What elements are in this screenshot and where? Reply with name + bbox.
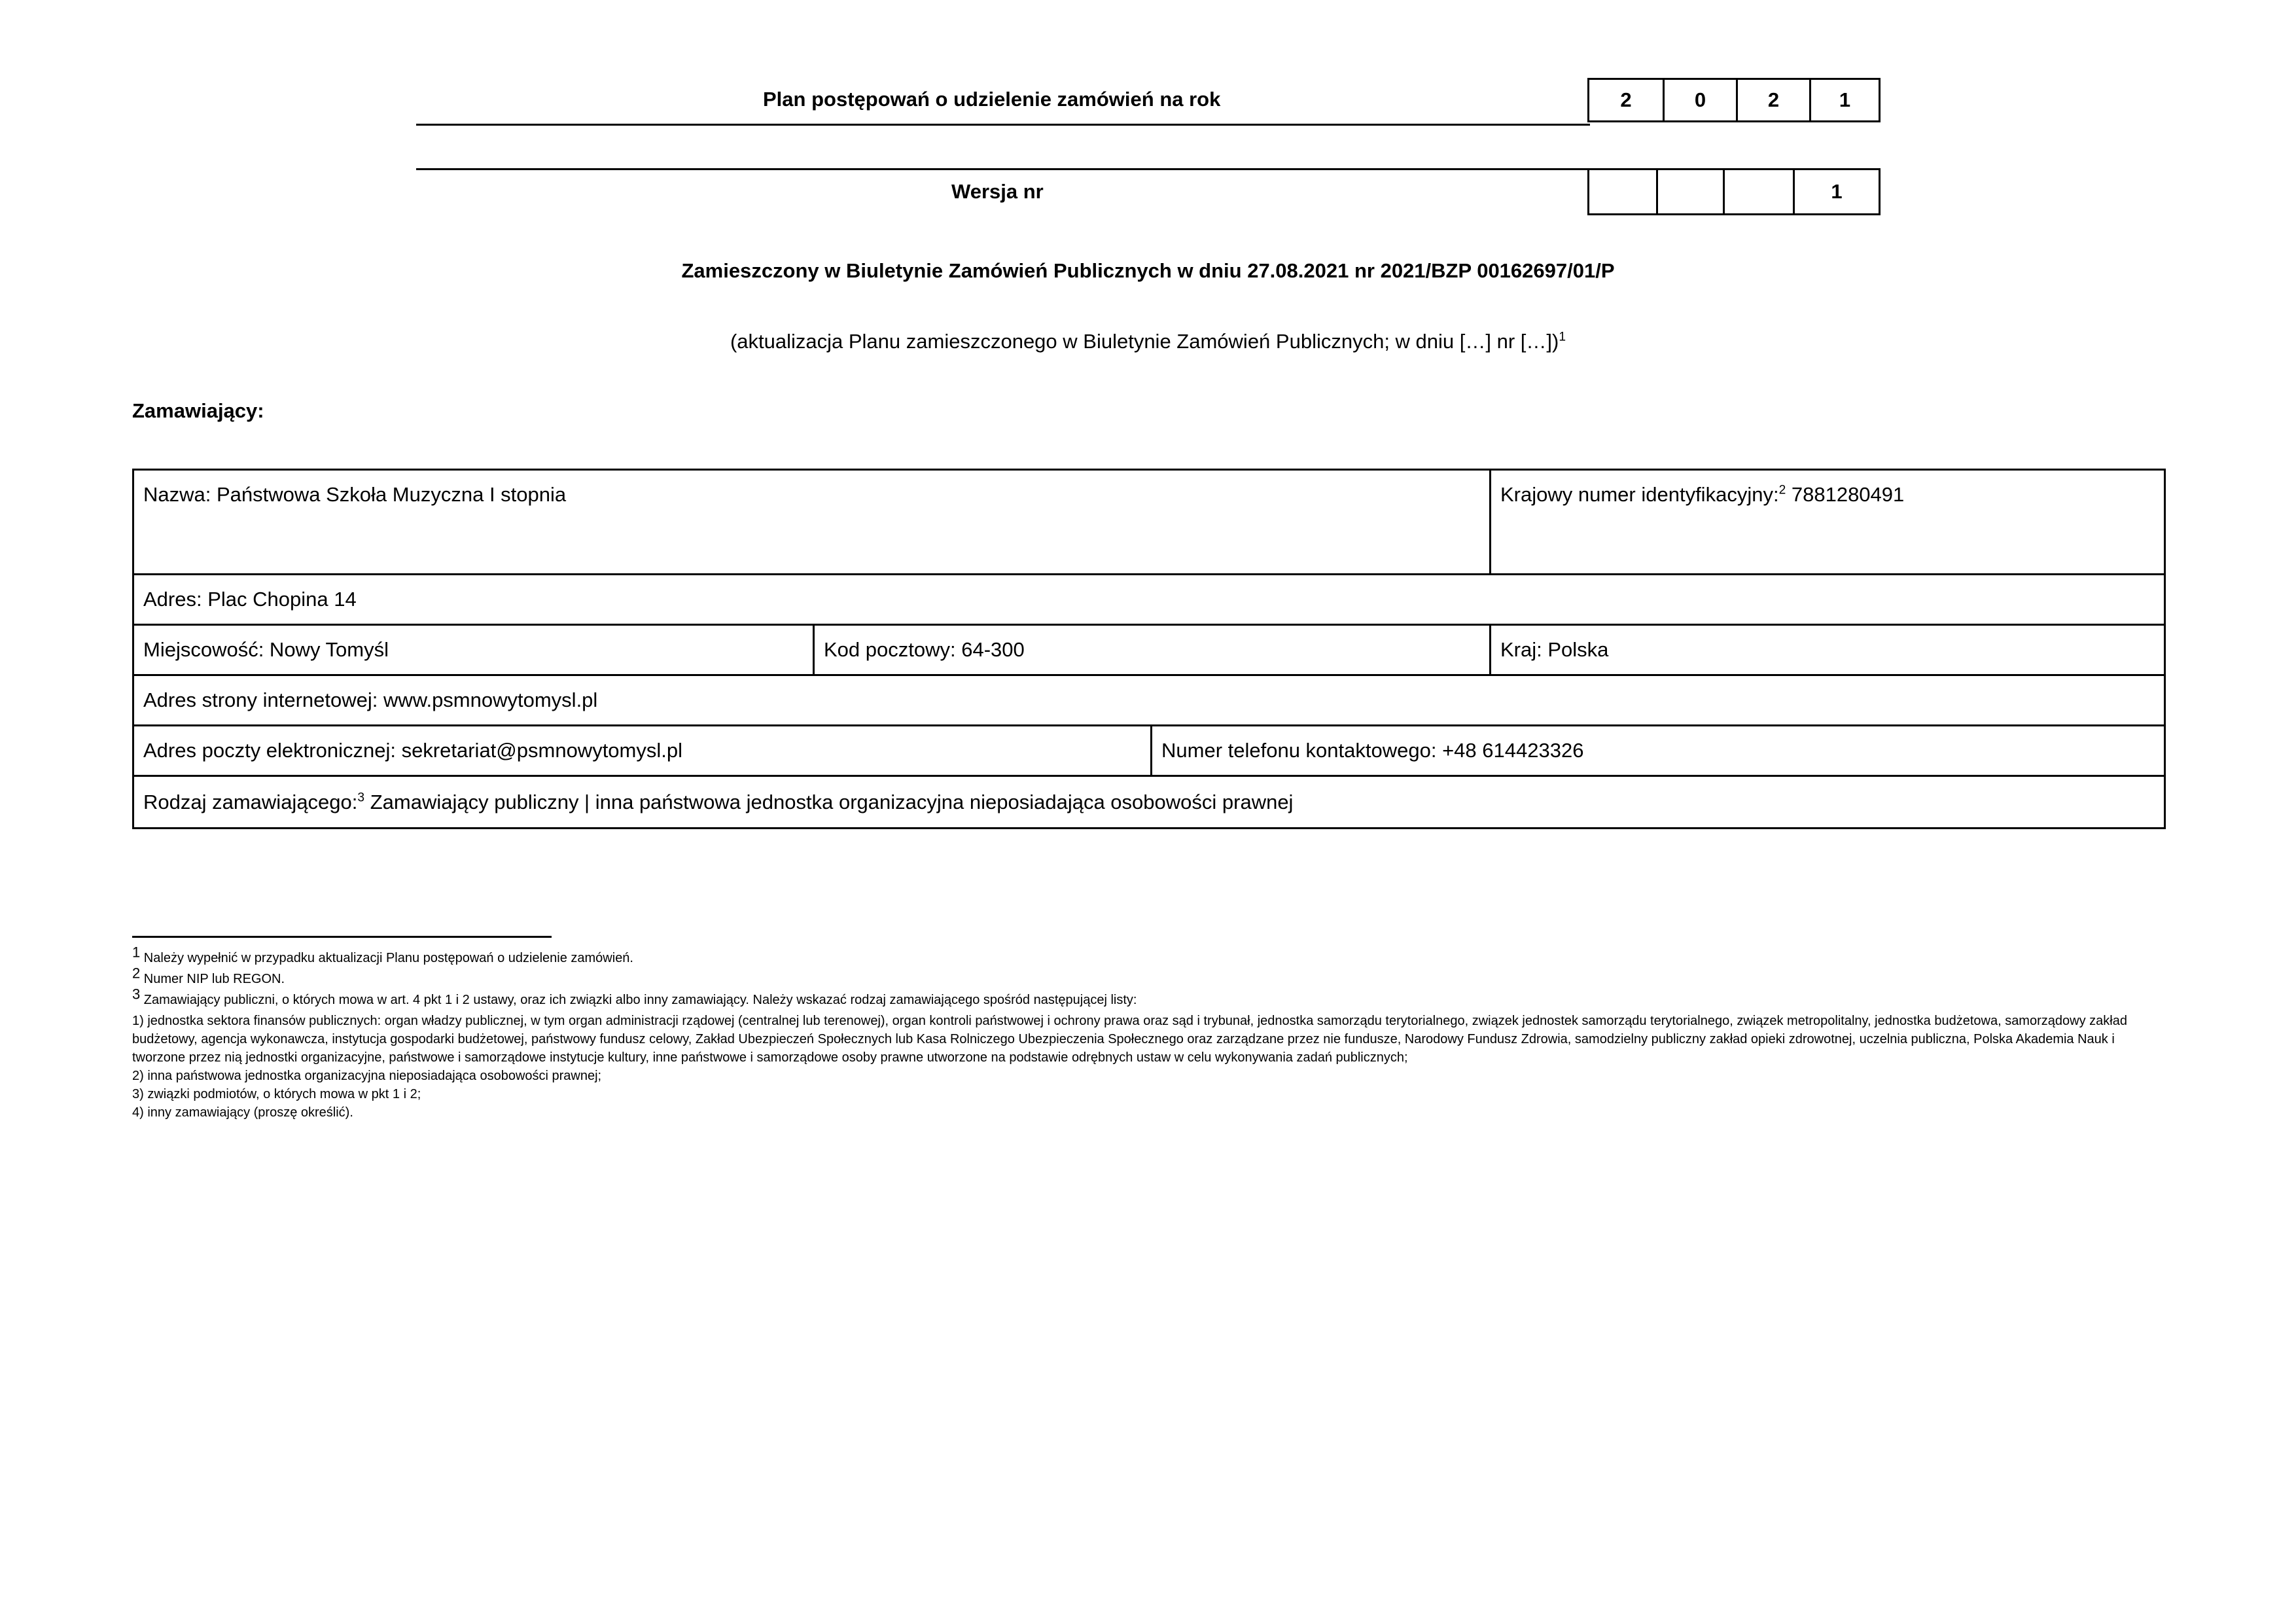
address-cell [134, 575, 2164, 624]
footnote-3-text: Zamawiający publiczni, o których mowa w art. 4 pkt 1 i 2 ustawy, oraz ich związki albo inny zamawiający. Należy wskazać rodzaj zamawiającego spośród następującej listy: [140, 993, 1137, 1007]
footnote-number: 1 [132, 944, 141, 961]
website-cell [134, 676, 2164, 724]
footnotes [132, 944, 2166, 1122]
id-label: Krajowy numer identyfikacyjny: [1500, 483, 1779, 506]
year-digit: 2 [1620, 88, 1632, 111]
plan-title-underline [416, 124, 1590, 126]
footnote-list-item: 3) związki podmiotów, o których mowa w pkt 1 i 2; [132, 1087, 421, 1101]
plan-title: Plan postępowań o udzielenie zamówień na rok [763, 88, 1221, 111]
year-digit: 0 [1663, 80, 1736, 120]
footnote-list-item: 2) inna państwowa jednostka organizacyjna nieposiadająca osobowości prawnej; [132, 1069, 602, 1083]
update-line [0, 331, 2296, 351]
postal-code-cell [813, 626, 1489, 674]
version-digit [1589, 170, 1656, 213]
type-text [143, 790, 1293, 814]
name-cell [134, 471, 1489, 573]
footnote-number: 2 [132, 965, 141, 982]
version-label: Wersja nr [951, 180, 1044, 203]
footnote-ref: 1 [1559, 330, 1566, 344]
country-cell [1489, 626, 2164, 674]
footnote-3 [132, 986, 2166, 1009]
website-text: Adres strony internetowej: www.psmnowytomysl.pl [143, 688, 598, 712]
footnote-separator [132, 936, 552, 938]
type-value: Zamawiający publiczny | inna państwowa jednostka organizacyjna nieposiadająca osobowości prawnej [364, 790, 1294, 813]
country-text: Kraj: Polska [1500, 638, 1609, 662]
version-box [1587, 168, 1881, 215]
city-text: Miejscowość: Nowy Tomyśl [143, 638, 389, 662]
footnote-1-text: Należy wypełnić w przypadku aktualizacji Planu postępowań o udzielenie zamówień. [140, 951, 633, 965]
name-text: Nazwa: Państwowa Szkoła Muzyczna I stopnia [143, 483, 567, 506]
id-text [1500, 482, 1904, 507]
version-digit: 1 [1793, 170, 1879, 213]
footnote-ref: 2 [1778, 483, 1786, 497]
phone-text: Numer telefonu kontaktowego: +48 614423326 [1161, 739, 1584, 762]
year-box [1587, 78, 1881, 122]
email-text: Adres poczty elektronicznej: sekretariat@psmnowytomysl.pl [143, 739, 682, 762]
contracting-authority-table [132, 469, 2166, 829]
postal-code-text: Kod pocztowy: 64-300 [824, 638, 1025, 662]
footnote-list-item: 4) inny zamawiający (proszę określić). [132, 1105, 353, 1120]
footnote-number: 3 [132, 986, 141, 1003]
table-row [134, 724, 2164, 775]
footnote-2-text: Numer NIP lub REGON. [140, 972, 285, 986]
type-cell [134, 777, 2164, 827]
table-row [134, 573, 2164, 624]
version-digit [1723, 170, 1793, 213]
table-row [134, 624, 2164, 674]
city-cell [134, 626, 813, 674]
footnote-ref: 3 [357, 791, 365, 805]
version-top-line [416, 168, 1590, 170]
email-cell [134, 726, 1150, 775]
type-label: Rodzaj zamawiającego: [143, 790, 358, 813]
year-digit: 2 [1736, 80, 1809, 120]
footnote-2 [132, 965, 2166, 988]
id-cell [1489, 471, 2164, 573]
footnote-1 [132, 944, 2166, 967]
version-digit [1656, 170, 1723, 213]
table-row [134, 471, 2164, 573]
year-digit: 1 [1809, 80, 1879, 120]
id-value: 7881280491 [1786, 483, 1905, 506]
contracting-authority-heading: Zamawiający: [132, 399, 264, 422]
table-row [134, 674, 2164, 724]
footnote-list-item: 1) jednostka sektora finansów publicznych: organ władzy publicznej, w tym organ administracji rządowej (centralnej lub terenowej), organ kontroli państwowej i ochrony prawa oraz sąd i trybunał, jednostka samorządu terytorialnego, związek jednostek samorządu terytorialnego, związek metropolitalny, jednostka budżetowa, samorządowy zakład budżetowy, agencja wykonawcza, instytucja gospodarki budżetowej, państwowy fundusz celowy, Zakład Ubezpieczeń Społecznych lub Kasa Rolniczego Ubezpieczenia Społecznego oraz zarządzane przez nie fundusze, Narodowy Fundusz Zdrowia, samodzielny publiczny zakład opieki zdrowotnej, uczelnia publiczna, Polska Akademia Nauk i tworzone przez nią jednostki organizacyjne, państwowe i samorządowe instytucje kultury, inne państwowe i samorządowe osoby prawne utworzone na podstawie odrębnych ustaw w celu wykonywania zadań publicznych; [132, 1014, 2127, 1065]
table-row [134, 775, 2164, 827]
published-line: Zamieszczony w Biuletynie Zamówień Publicznych w dniu 27.08.2021 nr 2021/BZP 00162697/01/P [681, 259, 1615, 282]
phone-cell [1150, 726, 2164, 775]
address-text: Adres: Plac Chopina 14 [143, 588, 357, 611]
update-line-text: (aktualizacja Planu zamieszczonego w Biuletynie Zamówień Publicznych; w dniu […] nr […]) [730, 330, 1559, 353]
